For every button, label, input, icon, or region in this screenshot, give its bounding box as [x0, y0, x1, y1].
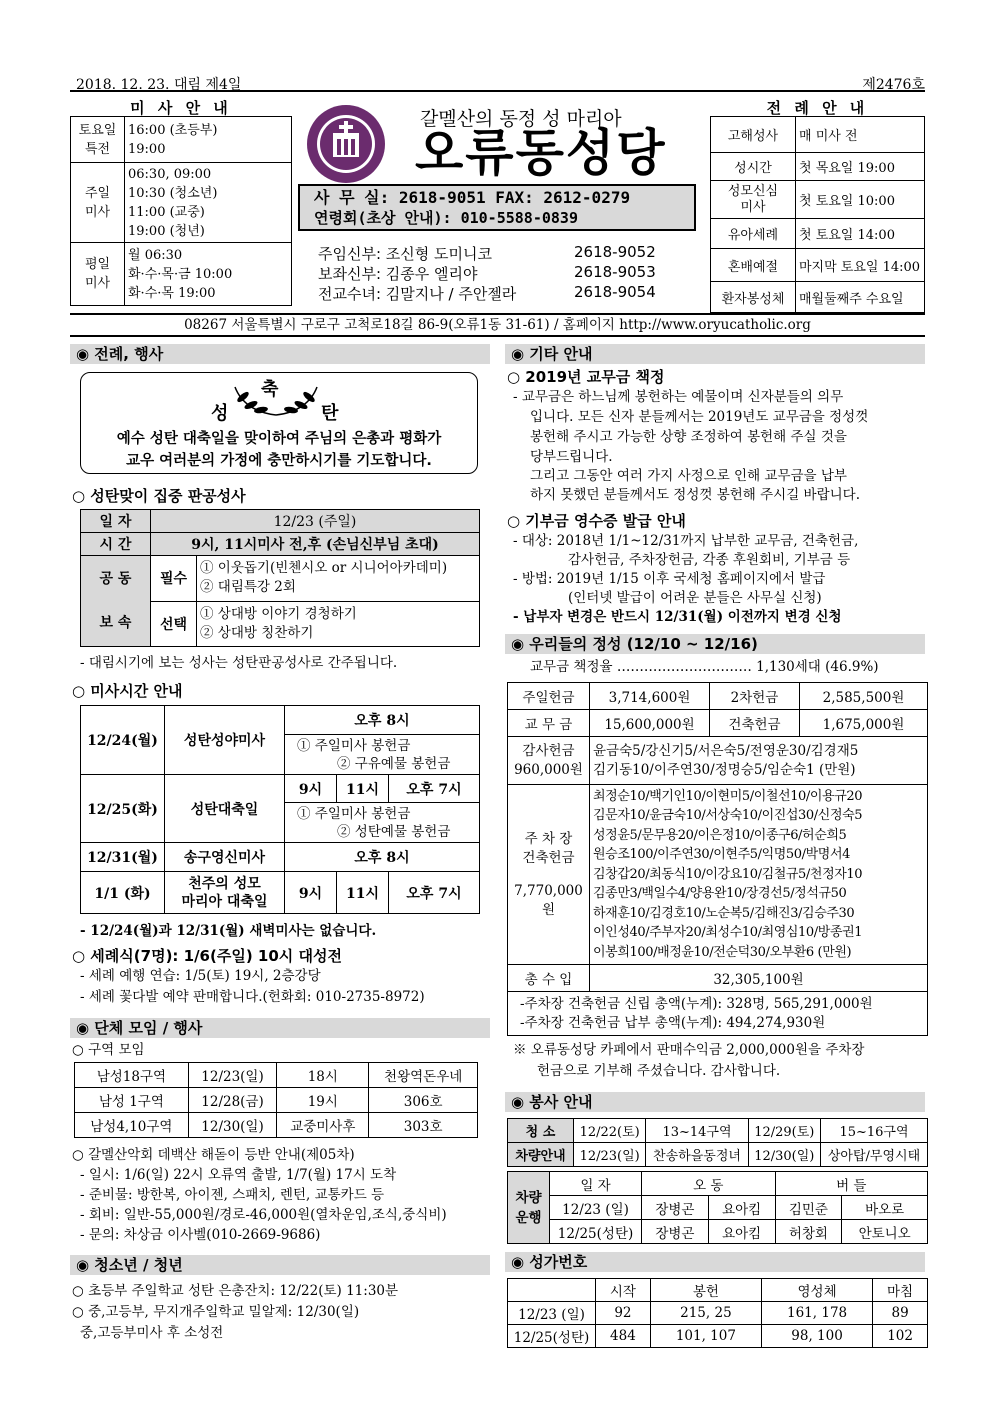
- driving-head: 일 자: [550, 1172, 642, 1196]
- offering-cell: [508, 785, 590, 965]
- driving-cell: 요아킴: [708, 1196, 775, 1220]
- driving-cell: 12/25(성탄): [550, 1220, 642, 1244]
- service-cell: 12/30(일): [748, 1143, 820, 1167]
- group-cell: 12/28(금): [188, 1088, 277, 1113]
- issue-number: 제2476호: [862, 77, 925, 93]
- penance-title: ○ 성탄맞이 집중 판공성사: [72, 487, 246, 505]
- climb-line: - 일시: 1/6(일) 22시 오류역 출발, 1/7(월) 17시 도착: [80, 1167, 397, 1183]
- funeral-contact: 연령회(초상 안내): 010-5588-0839: [314, 209, 578, 227]
- penance-value: 9시, 11시미사 전,후 (손님신부님 초대): [151, 533, 480, 556]
- driving-cell: 김민준: [775, 1196, 842, 1220]
- offering-cell: 감사헌금 960,000원: [508, 737, 590, 785]
- mass-date: 12/25(화): [81, 775, 165, 843]
- hymn-cell: 12/25(성탄): [508, 1325, 596, 1348]
- service-cell: 차량안내: [508, 1143, 574, 1167]
- rite-value: 매 미사 전: [796, 117, 925, 153]
- tithe-line: 입니다. 모든 신자 분들께서는 2019년도 교무금을 정성껏: [530, 409, 869, 425]
- tithe-line: 당부드립니다.: [530, 449, 613, 465]
- driving-cell: 허창회: [775, 1220, 842, 1244]
- mass-date: 1/1 (화): [81, 872, 165, 914]
- donor-line: 하재훈10/김경호10/노순복5/김해진3/김승주30: [593, 905, 855, 921]
- section-service: ◉ 봉사 안내: [505, 1092, 925, 1112]
- offering-cell: 3,714,600원: [590, 683, 710, 710]
- offering-total: 32,305,100원: [590, 965, 928, 992]
- tithe-line: 그리고 그동안 여러 가지 사정으로 인해 교무금을 납부: [530, 468, 847, 484]
- penance-opt: 선택: [151, 601, 197, 647]
- hymn-head: 마침: [873, 1279, 928, 1302]
- service-cell: 청 소: [508, 1119, 574, 1143]
- rite-label: 유아세례: [711, 219, 796, 249]
- penance-item: ① 상대방 이야기 경청하기: [200, 605, 357, 622]
- groups-table: [74, 1062, 478, 1138]
- groups-title: ○ 구역 모임: [72, 1042, 145, 1058]
- parish-subtitle: 갈멜산의 동정 성 마리아: [420, 108, 622, 130]
- penance-label: 시 간: [81, 533, 151, 556]
- clergy-phone: 2618-9052: [574, 243, 656, 261]
- issue-date: 2018. 12. 23. 대림 제4일: [76, 77, 242, 93]
- parish-logo: [305, 103, 387, 185]
- climb-line: - 준비물: 방한복, 아이젠, 스패치, 렌턴, 교통카드 등: [80, 1187, 385, 1203]
- clergy-role: 주임신부: 조신형 도미니코: [318, 245, 492, 263]
- group-cell: 교중미사후: [277, 1113, 369, 1138]
- greeting-message: 교우 여러분의 가정에 충만하시기를 기도합니다.: [126, 453, 432, 469]
- offering-table: [507, 682, 928, 1036]
- driving-cell: 장병곤: [642, 1196, 709, 1220]
- rite-label: 혼배예절: [711, 249, 796, 282]
- penance-item: ② 상대방 칭찬하기: [200, 624, 314, 641]
- group-cell: 12/30(일): [188, 1113, 277, 1138]
- youth-line: ○ 중,고등부, 무지개주일학교 밀알제: 12/30(일): [72, 1304, 360, 1320]
- service-cell: 찬송하을동정녀: [646, 1143, 748, 1167]
- donor-line: 이인성40/주부자20/최성수10/최영심10/방종권1: [593, 925, 863, 941]
- mass-hour: 오후 7시: [389, 872, 480, 914]
- offering-note: ※ 오류동성당 카페에서 판매수익금 2,000,000원을 주차장: [513, 1042, 865, 1058]
- offering-item: ① 주일미사 봉헌금: [297, 737, 411, 754]
- penance-must-items: [197, 556, 480, 602]
- driving-cell: 요아킴: [708, 1220, 775, 1244]
- service-cell: 12/22(토): [574, 1119, 646, 1143]
- tithe-rate: 교무금 책정율 ………………………… 1,130세대 (46.9%): [530, 659, 879, 675]
- donor-line: 김기동10/이주연30/정명승5/임순숙1 (만원): [593, 761, 856, 778]
- mass-hour: 11시: [337, 872, 389, 914]
- donor-line: 원승조100/이주연30/이현주5/익명50/박명서4: [593, 847, 850, 863]
- greeting-char: 축: [261, 379, 279, 400]
- mass-label: 토요일 특전: [71, 117, 125, 163]
- hymn-table: [507, 1278, 928, 1348]
- section-offerings: ◉ 우리들의 정성 (12/10 ~ 12/16): [505, 634, 925, 654]
- offering-cell: 건축헌금: [710, 710, 800, 737]
- office-box: [298, 184, 696, 231]
- driving-table: [507, 1171, 928, 1244]
- baptism-title: ○ 세례식(7명): 1/6(주일) 10시 대성전: [72, 947, 342, 965]
- clergy-role: 보좌신부: 김종우 엘리야: [318, 265, 478, 283]
- clergy-phone: 2618-9054: [574, 283, 656, 301]
- mass-time-table: [80, 705, 480, 914]
- driving-head: 오 동: [642, 1172, 776, 1196]
- penance-label-b: 보 속: [99, 615, 132, 631]
- service-cell: 15~16구역: [821, 1119, 928, 1143]
- offering-cell: 2차헌금: [710, 683, 800, 710]
- hymn-cell: 215, 25: [650, 1302, 761, 1325]
- climb-line: - 회비: 일반-55,000원/경로-46,000원(열차운임,조식,중식비): [80, 1207, 447, 1223]
- greeting-char: 탄: [321, 403, 339, 424]
- hymn-cell: 101, 107: [650, 1325, 761, 1348]
- penance-label: [81, 556, 151, 647]
- mass-hour: 오후 8시: [285, 706, 480, 735]
- rite-label: 성모신심 미사: [711, 181, 796, 219]
- hymn-cell: 484: [596, 1325, 651, 1348]
- greeting-char: 성: [211, 403, 229, 424]
- donor-line: 최정순10/백기인10/이현미5/이철선10/이용규20: [593, 788, 863, 804]
- address-bar: 08267 서울특별시 구로구 고척로18길 86-9(오류1동 31-61) / 홈페이지 http://www.oryucatholic.org: [70, 313, 925, 337]
- mass-time-note: - 12/24(월)과 12/31(월) 새벽미사는 없습니다.: [80, 923, 377, 939]
- mass-guide: [70, 97, 292, 306]
- mass-label: 주일 미사: [71, 163, 125, 243]
- mass-times: 06:30, 09:00 10:30 (청소년) 11:00 (교중) 19:00 (청년): [125, 163, 292, 243]
- penance-item: ② 대림특강 2회: [200, 579, 296, 596]
- mass-name: 성탄성야미사: [165, 706, 285, 775]
- mass-offering: [285, 735, 480, 775]
- offering-cell: 주일헌금: [508, 683, 590, 710]
- parking-summary: [508, 992, 928, 1036]
- issue-header: [70, 74, 925, 92]
- penance-opt-items: [197, 601, 480, 647]
- offering-note: 헌금으로 기부해 주셨습니다. 감사합니다.: [537, 1063, 781, 1079]
- donor-line: 김문자10/윤금숙10/서상숙10/이진섭30/신정숙5: [593, 808, 863, 824]
- penance-item: ① 이웃돕기(빈첸시오 or 시니어아카데미): [200, 560, 448, 577]
- group-cell: 19시: [277, 1088, 369, 1113]
- thanks-donors: [590, 737, 928, 785]
- mass-time-title: ○ 미사시간 안내: [72, 682, 183, 700]
- donor-line: 성정윤5/문무용20/이은정10/이종구6/허순희5: [593, 827, 847, 843]
- tithe-line: - 교무금은 하느님께 봉헌하는 예물이며 신자분들의 의무: [513, 389, 844, 405]
- rite-value: 마지막 토요일 14:00: [796, 249, 925, 282]
- donor-line: 김창갑20/최동식10/이강요10/김철규5/천정자10: [593, 866, 863, 882]
- tithe-title: ○ 2019년 교무금 책정: [507, 368, 665, 386]
- section-other: ◉ 기타 안내: [505, 344, 925, 364]
- penance-must: 필수: [151, 556, 197, 602]
- group-cell: 남성 1구역: [75, 1088, 189, 1113]
- mass-label: 평일 미사: [71, 243, 125, 306]
- climb-line: ○ 갈멜산악회 데백산 해돋이 등반 안내(제05차): [72, 1147, 355, 1163]
- receipt-line: (인터넷 발급이 어려운 분들은 사무실 신청): [568, 590, 822, 606]
- mass-times: 16:00 (초등부) 19:00: [125, 117, 292, 163]
- section-hymns: ◉ 성가번호: [505, 1252, 925, 1272]
- mass-date: 12/24(월): [81, 706, 165, 775]
- penance-label: 일 자: [81, 510, 151, 533]
- penance-table: [80, 509, 480, 647]
- hymn-cell: 102: [873, 1325, 928, 1348]
- donor-line: 윤금숙5/강신기5/서은숙5/전영운30/김경재5: [593, 742, 859, 759]
- rite-guide-title: 전 례 안 내: [766, 99, 869, 117]
- offering-cell: 1,675,000원: [800, 710, 928, 737]
- tithe-line: 봉헌해 주시고 가능한 상향 조정하여 봉헌해 주실 것을: [530, 429, 847, 445]
- park-label: 주 차 장 건축헌금: [522, 830, 575, 866]
- driving-cell: 장병곤: [642, 1220, 709, 1244]
- service-cell: 상아탑/무영시태: [821, 1143, 928, 1167]
- climb-line: - 문의: 차상금 이사벨(010-2669-9686): [80, 1227, 321, 1243]
- youth-line: 중,고등부미사 후 소성전: [80, 1325, 224, 1341]
- youth-line: ○ 초등부 주일학교 성탄 은총잔치: 12/22(토) 11:30분: [72, 1283, 399, 1299]
- hymn-head: 봉헌: [650, 1279, 761, 1302]
- offering-cell: 2,585,500원: [800, 683, 928, 710]
- summary-line: -주차장 건축헌금 납부 총액(누계): 494,274,930원: [520, 1014, 826, 1031]
- hymn-head: 영성체: [761, 1279, 872, 1302]
- driving-cell: 바오로: [842, 1196, 928, 1220]
- rite-value: 첫 토요일 14:00: [796, 219, 925, 249]
- mass-name: 천주의 성모 마리아 대축일: [165, 872, 285, 914]
- hymn-cell: 98, 100: [761, 1325, 872, 1348]
- mass-offering: [285, 803, 480, 843]
- donor-line: 김종만3/백일수4/양용완10/장경선5/정석규50: [593, 886, 847, 902]
- baptism-line: - 세례 꽃다발 예약 판매합니다.(헌화회: 010-2735-8972): [80, 989, 425, 1005]
- driving-label: 차량 운행: [508, 1172, 550, 1244]
- penance-value: 12/23 (주일): [151, 510, 480, 533]
- receipt-line: - 납부자 변경은 반드시 12/31(월) 이전까지 변경 신청: [513, 609, 842, 625]
- section-liturgy: ◉ 전례, 행사: [70, 344, 490, 364]
- penance-note: - 대림시기에 보는 성사는 성탄판공성사로 간주됩니다.: [80, 655, 398, 671]
- mass-hour: 9시: [285, 775, 337, 803]
- driving-cell: 안토니오: [842, 1220, 928, 1244]
- offering-item: ② 성탄예물 봉헌금: [337, 823, 451, 840]
- mass-times: 월 06:30 화·수·목·금 10:00 화·수·목 19:00: [125, 243, 292, 306]
- service-cell: 13~14구역: [646, 1119, 748, 1143]
- hymn-cell: 89: [873, 1302, 928, 1325]
- driving-head: 버 들: [775, 1172, 927, 1196]
- mass-guide-title: 미 사 안 내: [130, 99, 232, 117]
- clergy-phone: 2618-9053: [574, 263, 656, 281]
- service-cell: 12/23(일): [574, 1143, 646, 1167]
- summary-line: -주차장 건축헌금 신립 총액(누계): 328명, 565,291,000원: [520, 995, 873, 1012]
- offering-item: ① 주일미사 봉헌금: [297, 805, 411, 822]
- group-cell: 남성18구역: [75, 1063, 189, 1088]
- receipt-line: 감사헌금, 주차장헌금, 각종 후원회비, 기부금 등: [568, 552, 851, 568]
- mass-hour: 9시: [285, 872, 337, 914]
- rite-guide: [710, 97, 925, 313]
- mass-name: 송구영신미사: [165, 843, 285, 872]
- offering-item: ② 구유예물 봉헌금: [337, 755, 451, 772]
- group-cell: 303호: [369, 1113, 478, 1138]
- hymn-head: [508, 1279, 596, 1302]
- mass-hour: 오후 8시: [285, 843, 480, 872]
- offering-cell: 교 무 금: [508, 710, 590, 737]
- rite-label: 고해성사: [711, 117, 796, 153]
- park-total: 7,770,000원: [514, 882, 583, 918]
- parish-name: 오류동성당: [415, 124, 667, 182]
- rite-table: [710, 116, 925, 313]
- group-cell: 남성4,10구역: [75, 1113, 189, 1138]
- christmas-greeting-box: [80, 372, 478, 474]
- receipt-line: - 대상: 2018년 1/1~12/31까지 납부한 교무금, 건축헌금,: [513, 533, 859, 549]
- mass-hour: 11시: [337, 775, 389, 803]
- rite-label: 환자봉성체: [711, 282, 796, 313]
- clergy-role: 전교수녀: 김말지나 / 주안젤라: [318, 285, 517, 303]
- tithe-line: 하지 못했던 분들께서도 정성껏 봉헌해 주시길 바랍니다.: [530, 487, 860, 503]
- group-cell: 천왕역돈우네: [369, 1063, 478, 1088]
- group-cell: 18시: [277, 1063, 369, 1088]
- group-cell: 12/23(일): [188, 1063, 277, 1088]
- rite-value: 첫 목요일 19:00: [796, 153, 925, 181]
- parking-donors: [590, 785, 928, 965]
- donor-line: 이봉희100/배정윤10/전순덕30/오부환6 (만원): [593, 944, 852, 960]
- offering-cell: 총 수 입: [508, 965, 590, 992]
- driving-cell: 12/23 (일): [550, 1196, 642, 1220]
- baptism-line: - 세례 예행 연습: 1/5(토) 19시, 2층강당: [80, 968, 321, 984]
- hymn-cell: 12/23 (일): [508, 1302, 596, 1325]
- hymn-head: 시작: [596, 1279, 651, 1302]
- offering-cell: 15,600,000원: [590, 710, 710, 737]
- mass-date: 12/31(월): [81, 843, 165, 872]
- greeting-message: 예수 성탄 대축일을 맞이하여 주님의 은총과 평화가: [116, 431, 442, 447]
- rite-value: 첫 토요일 10:00: [796, 181, 925, 219]
- service-table: [507, 1118, 928, 1167]
- penance-label-a: 공 동: [99, 571, 132, 587]
- hymn-cell: 92: [596, 1302, 651, 1325]
- hymn-cell: 161, 178: [761, 1302, 872, 1325]
- section-groups: ◉ 단체 모임 / 행사: [70, 1018, 490, 1038]
- receipt-line: - 방법: 2019년 1/15 이후 국세청 홈페이지에서 발급: [513, 571, 826, 587]
- section-youth: ◉ 청소년 / 청년: [70, 1255, 490, 1275]
- mass-hour: 오후 7시: [389, 775, 480, 803]
- group-cell: 306호: [369, 1088, 478, 1113]
- receipt-title: ○ 기부금 영수증 발급 안내: [507, 512, 686, 530]
- rite-label: 성시간: [711, 153, 796, 181]
- clergy-list: [318, 243, 708, 303]
- service-cell: 12/29(토): [748, 1119, 820, 1143]
- rite-value: 매월둘째주 수요일: [796, 282, 925, 313]
- mass-name: 성탄대축일: [165, 775, 285, 843]
- office-phone: 사 무 실: 2618-9051 FAX: 2612-0279: [314, 188, 631, 207]
